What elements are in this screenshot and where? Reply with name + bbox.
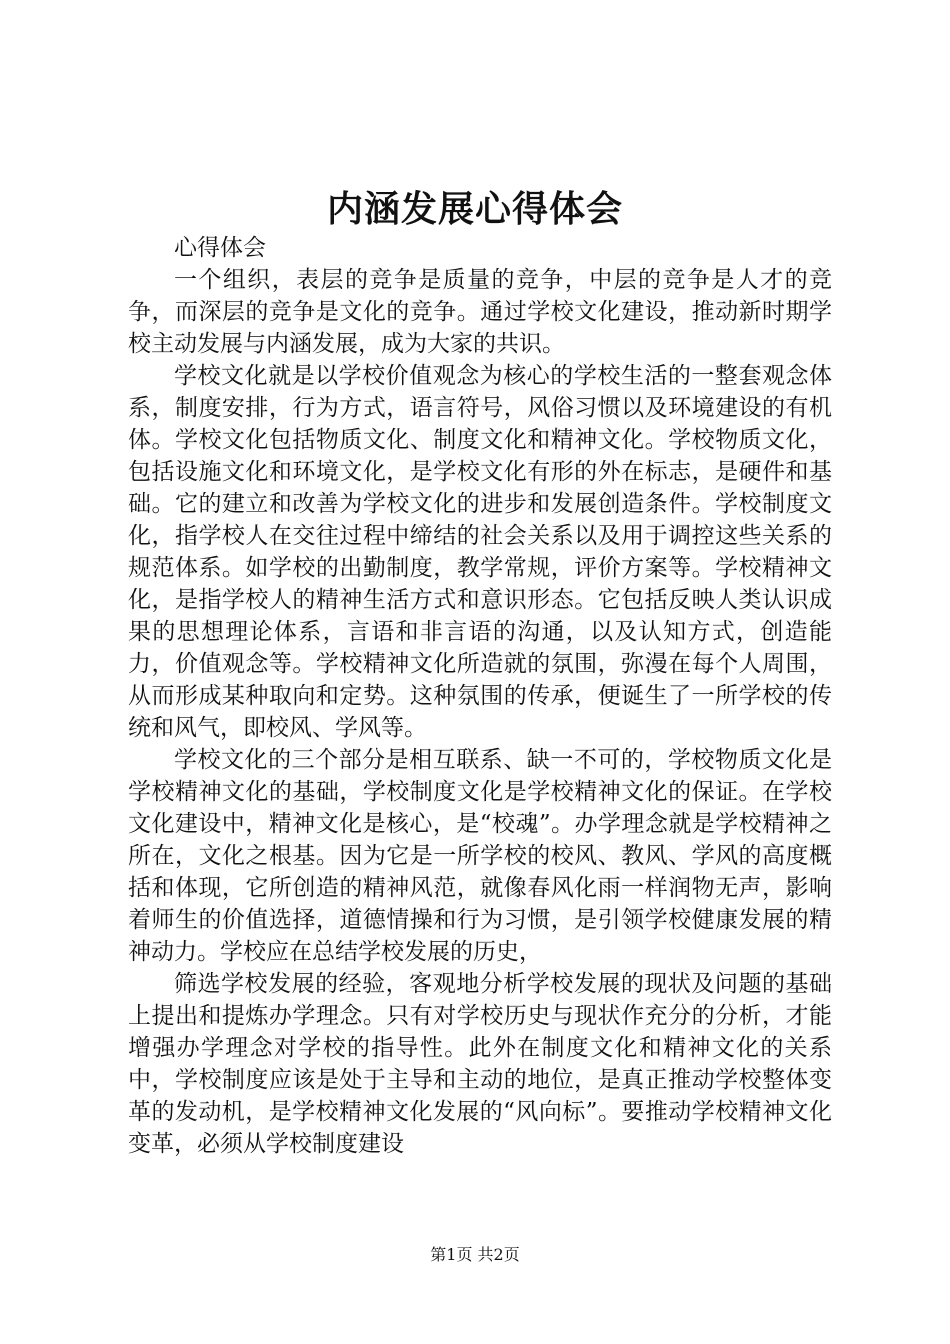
paragraph: 一个组织，表层的竞争是质量的竞争，中层的竞争是人才的竞争，而深层的竞争是文化的竞争。通过学校文化建设，推动新时期学校主动发展与内涵发展，成为大家的共识。: [128, 267, 832, 357]
page-footer: 第1页 共2页: [430, 1245, 520, 1264]
paragraph: 学校文化的三个部分是相互联系、缺一不可的，学校物质文化是学校精神文化的基础，学校制度文化是学校精神文化的保证。在学校文化建设中，精神文化是核心，是“校魂”。办学理念就是学校精神之所在，文化之根基。因为它是一所学校的校风、教风、学风的高度概括和体现，它所创造的精神风范，就像春风化雨一样润物无声，影响着师生的价值选择，道德情操和行为习惯，是引领学校健康发展的精神动力。学校应在总结学校发展的历史，: [128, 747, 832, 965]
document-title: 内涵发展心得体会: [326, 188, 623, 230]
paragraph: 筛选学校发展的经验，客观地分析学校发展的现状及问题的基础上提出和提炼办学理念。只有对学校历史与现状作充分的分析，才能增强办学理念对学校的指导性。此外在制度文化和精神文化的关系中，学校制度应该是处于主导和主动的地位，是真正推动学校整体变革的发动机，是学校精神文化发展的“风向标”。要推动学校精神文化变革，必须从学校制度建设: [128, 971, 832, 1157]
paragraph-heading: 心得体会: [174, 235, 266, 261]
paragraph: 学校文化就是以学校价值观念为核心的学校生活的一整套观念体系，制度安排，行为方式，语言符号，风俗习惯以及环境建设的有机体。学校文化包括物质文化、制度文化和精神文化。学校物质文化，包括设施文化和环境文化，是学校文化有形的外在标志，是硬件和基础。它的建立和改善为学校文化的进步和发展创造条件。学校制度文化，指学校人在交往过程中缔结的社会关系以及用于调控这些关系的规范体系。如学校的出勤制度，教学常规，评价方案等。学校精神文化，是指学校人的精神生活方式和意识形态。它包括反映人类认识成果的思想理论体系，言语和非言语的沟通，以及认知方式，创造能力，价值观念等。学校精神文化所造就的氛围，弥漫在每个人周围，从而形成某种取向和定势。这种氛围的传承，便诞生了一所学校的传统和风气，即校风、学风等。: [128, 363, 832, 741]
document-body: [128, 232, 832, 1160]
